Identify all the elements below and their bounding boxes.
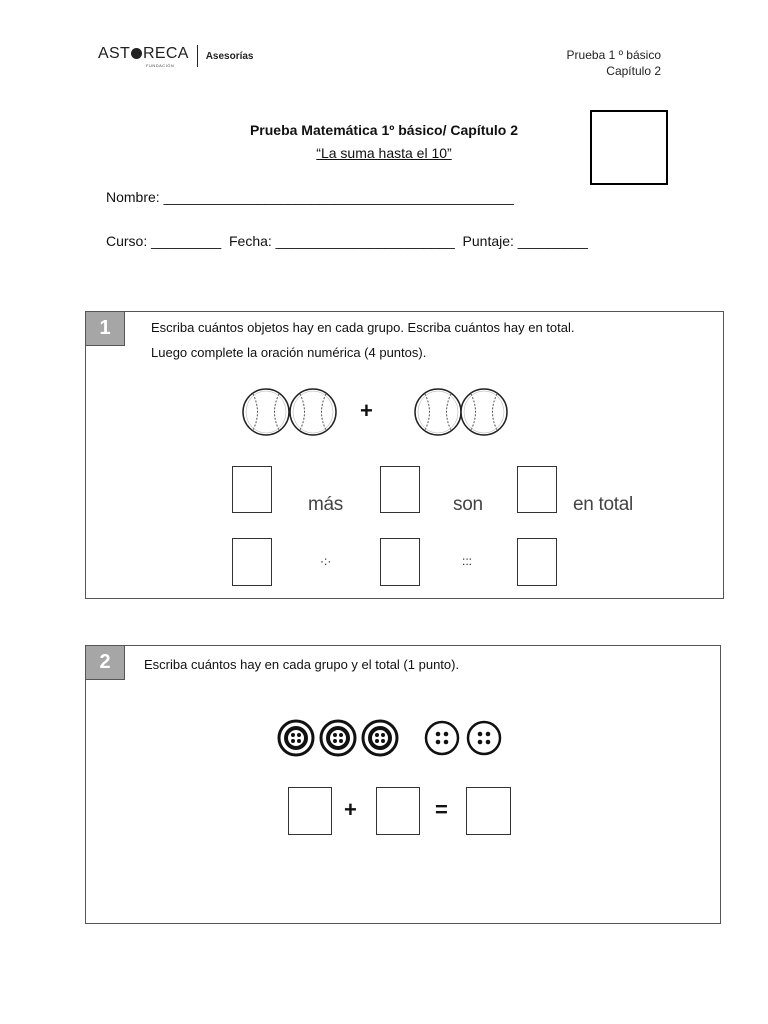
logo-divider xyxy=(197,45,198,67)
baseball-icon xyxy=(461,389,507,435)
curso-fecha-puntaje-field[interactable]: Curso: _________ Fecha: _______________________ Puntaje: _________ xyxy=(106,233,588,249)
baseballs-illustration xyxy=(236,382,516,442)
q2-equals-sign: = xyxy=(435,797,448,822)
q1-sentence-box-3[interactable] xyxy=(517,538,557,586)
q1-answer-box-3[interactable] xyxy=(517,466,557,513)
dark-button-icon xyxy=(363,721,397,755)
header-test-label: Prueba 1 º básico xyxy=(566,48,661,62)
q2-answer-box-3[interactable] xyxy=(466,787,511,835)
q2-plus-sign: + xyxy=(344,797,357,822)
logo-subtext: FUNDACIÓN xyxy=(146,63,175,68)
page-title: Prueba Matemática 1º básico/ Capítulo 2 xyxy=(249,122,519,138)
baseball-icon xyxy=(415,389,461,435)
question-1-number: 1 xyxy=(86,312,125,346)
question-2-instructions: Escriba cuántos hay en cada grupo y el total (1 punto). xyxy=(144,657,460,672)
word-son: son xyxy=(453,494,483,515)
word-en-total: en total xyxy=(573,494,633,515)
nombre-field[interactable]: Nombre: _____________________________________________ xyxy=(106,189,514,205)
question-1-instructions xyxy=(151,315,711,365)
question-2-number: 2 xyxy=(86,646,125,680)
score-box[interactable] xyxy=(590,110,668,185)
q1-sentence-plus-sign: ·:· xyxy=(320,554,332,568)
logo-division: Asesorías xyxy=(205,51,254,62)
q1-answer-box-2[interactable] xyxy=(380,466,420,513)
question-1-block xyxy=(85,311,724,599)
word-mas: más xyxy=(308,494,343,515)
logo-dot-icon xyxy=(131,48,142,59)
header-info xyxy=(567,47,661,79)
dark-button-icon xyxy=(279,721,313,755)
q1-answer-box-1[interactable] xyxy=(232,466,272,513)
astoreca-logo xyxy=(98,45,254,67)
dark-button-icon xyxy=(321,721,355,755)
baseball-icon xyxy=(243,389,289,435)
light-button-icon xyxy=(468,722,500,754)
question-1-line-1: Escriba cuántos objetos hay en cada grupo. Escriba cuántos hay en total. xyxy=(151,320,575,335)
q1-sentence-box-1[interactable] xyxy=(232,538,272,586)
header-chapter-label: Capítulo 2 xyxy=(606,64,661,78)
q2-answer-box-1[interactable] xyxy=(288,787,332,835)
logo-text-left: AST xyxy=(98,45,131,62)
q2-answer-box-2[interactable] xyxy=(376,787,420,835)
logo-text-right: RECA xyxy=(143,45,189,62)
question-2-block xyxy=(85,645,721,924)
page-subtitle: “La suma hasta el 10” xyxy=(316,145,452,161)
question-1-line-2: Luego complete la oración numérica (4 puntos). xyxy=(151,345,427,360)
buttons-illustration xyxy=(276,716,506,760)
light-button-icon xyxy=(426,722,458,754)
q1-sentence-equals-sign: ::: xyxy=(462,554,473,568)
q1-sentence-box-2[interactable] xyxy=(380,538,420,586)
baseball-icon xyxy=(290,389,336,435)
question-1-plus-sign: + xyxy=(360,398,373,423)
